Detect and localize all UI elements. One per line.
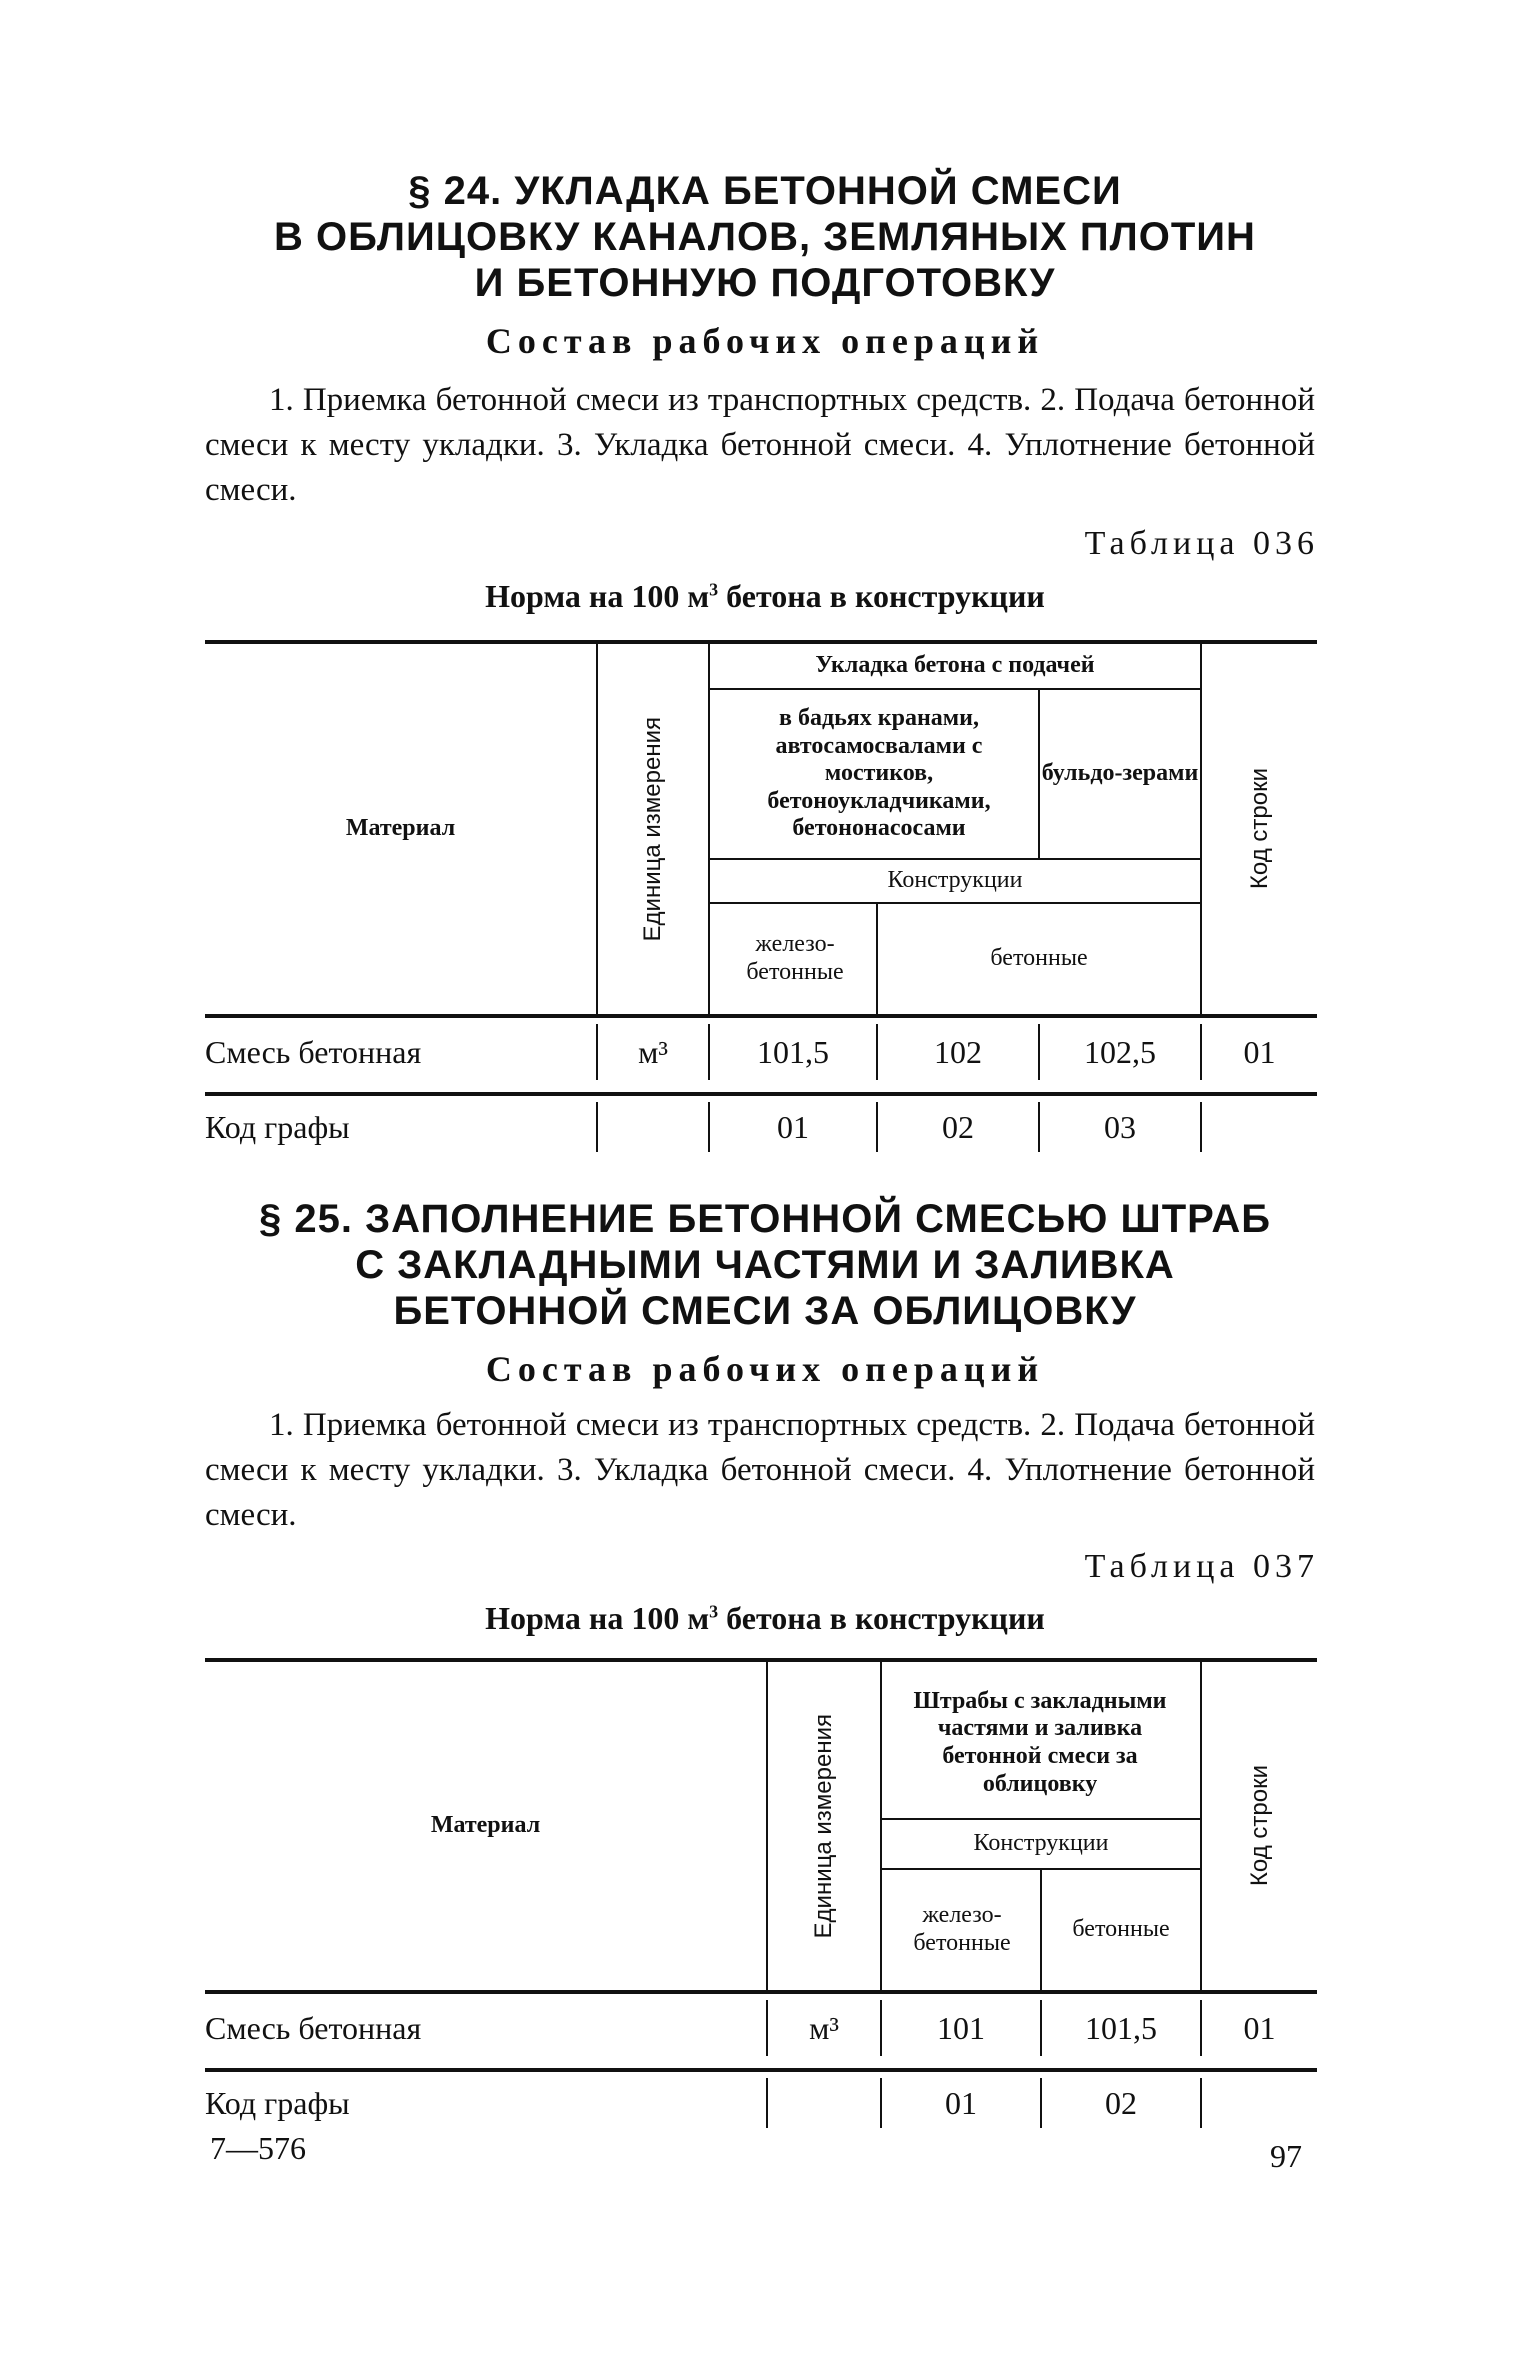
table-037-row-rule	[205, 2068, 1317, 2072]
row-material: Смесь бетонная	[205, 2009, 422, 2046]
table-037-norm	[200, 1600, 1330, 1637]
row-unit: м³	[638, 1033, 668, 1070]
section-24-ops-heading: Состав рабочих операций	[485, 321, 1045, 361]
norm-suffix: бетона в конструкции	[718, 578, 1045, 614]
graph-code-1: 01	[777, 1108, 809, 1145]
signature-mark: 7—576	[210, 2130, 306, 2166]
sub-bulldozers: бульдо-зерами	[1041, 760, 1199, 787]
rule	[1200, 1102, 1202, 1152]
row-code: 01	[1243, 2009, 1276, 2046]
col-unit: Единица измерения	[810, 1713, 838, 1939]
section-25-ops-text: 1. Приемка бетонной смеси из транспортных средств. 2. Подача бетонной смеси к месту укладки. 3. Укладка бетонной смеси. 4. Уплотнение бетонной смеси.	[205, 1407, 1315, 1533]
graph-code-2: 02	[1105, 2084, 1137, 2121]
section-24-ops-text: 1. Приемка бетонной смеси из транспортных средств. 2. Подача бетонной смеси к месту укладки. 3. Укладка бетонной смеси. 4. Уплотнение бетонной смеси.	[205, 382, 1315, 508]
group-header: Штрабы с закладными частями и заливка бетонной смеси за облицовку	[913, 1687, 1167, 1797]
table-036-header-rule	[205, 1014, 1317, 1018]
constructions: Конструкции	[973, 1830, 1109, 1857]
col-code: Код строки	[1245, 1765, 1273, 1887]
row-material: Смесь бетонная	[205, 1033, 422, 1070]
rule	[766, 2078, 768, 2128]
reinforced: железо-бетонные	[913, 1902, 1011, 1956]
section-24-title-line-1: § 24. УКЛАДКА БЕТОННОЙ СМЕСИ	[408, 169, 1122, 213]
section-25-title-line-2: С ЗАКЛАДНЫМИ ЧАСТЯМИ И ЗАЛИВКА	[355, 1243, 1175, 1287]
col-unit-cell	[598, 644, 708, 1014]
page-number: 97	[1270, 2138, 1302, 2174]
col-code-cell	[1202, 1662, 1317, 1990]
col-code: Код строки	[1245, 768, 1273, 890]
norm-suffix: бетона в конструкции	[718, 1600, 1045, 1636]
graph-code-1: 01	[945, 2084, 977, 2121]
col-unit-cell	[768, 1662, 880, 1990]
table-037-label: Таблица 037	[1084, 1548, 1319, 1585]
norm-prefix: Норма на 100 м	[485, 578, 710, 614]
section-24-title-line-3: И БЕТОННУЮ ПОДГОТОВКУ	[474, 261, 1056, 305]
table-036-label: Таблица 036	[1084, 525, 1319, 562]
table-037-header-rule	[205, 1990, 1317, 1994]
table-036-row-rule	[205, 1092, 1317, 1096]
col-unit: Единица измерения	[639, 716, 667, 942]
section-24-title-line-2: В ОБЛИЦОВКУ КАНАЛОВ, ЗЕМЛЯНЫХ ПЛОТИН	[274, 215, 1256, 259]
concrete: бетонные	[1072, 1916, 1170, 1943]
graph-code-2: 02	[942, 1108, 974, 1145]
row-value-3: 102,5	[1084, 1033, 1156, 1070]
row-value-2: 101,5	[1085, 2009, 1157, 2046]
concrete: бетонные	[990, 945, 1088, 972]
reinforced: железо-бетонные	[746, 931, 844, 985]
norm-sup: 3	[709, 1601, 719, 1622]
col-material: Материал	[345, 815, 456, 842]
sub-cranes: в бадьях кранами, автосамосвалами с мостиков, бетоноукладчиками, бетононасосами	[767, 705, 991, 842]
rule	[596, 1102, 598, 1152]
table-036-norm	[200, 578, 1330, 615]
section-25-title-line-1: § 25. ЗАПОЛНЕНИЕ БЕТОННОЙ СМЕСЬЮ ШТРАБ	[259, 1197, 1271, 1241]
rule	[1200, 2078, 1202, 2128]
section-25-title-line-3: БЕТОННОЙ СМЕСИ ЗА ОБЛИЦОВКУ	[393, 1289, 1137, 1333]
section-25-title	[200, 1196, 1330, 1334]
row-code: 01	[1243, 1033, 1276, 1070]
rule	[708, 644, 710, 1014]
row-unit: м³	[809, 2009, 839, 2046]
col-material: Материал	[430, 1812, 541, 1839]
row-value-1: 101	[937, 2009, 985, 2046]
col-code-cell	[1202, 644, 1317, 1014]
norm-sup: 3	[709, 579, 719, 600]
constructions: Конструкции	[887, 867, 1023, 894]
graph-code-3: 03	[1104, 1108, 1136, 1145]
section-24-title	[200, 168, 1330, 306]
norm-prefix: Норма на 100 м	[485, 1600, 710, 1636]
group-header: Укладка бетона с подачей	[815, 652, 1095, 679]
graph-code-label: Код графы	[205, 1108, 350, 1145]
graph-code-label: Код графы	[205, 2084, 350, 2121]
row-value-1: 101,5	[757, 1033, 829, 1070]
row-value-2: 102	[934, 1033, 982, 1070]
section-25-ops-heading: Состав рабочих операций	[485, 1349, 1045, 1389]
